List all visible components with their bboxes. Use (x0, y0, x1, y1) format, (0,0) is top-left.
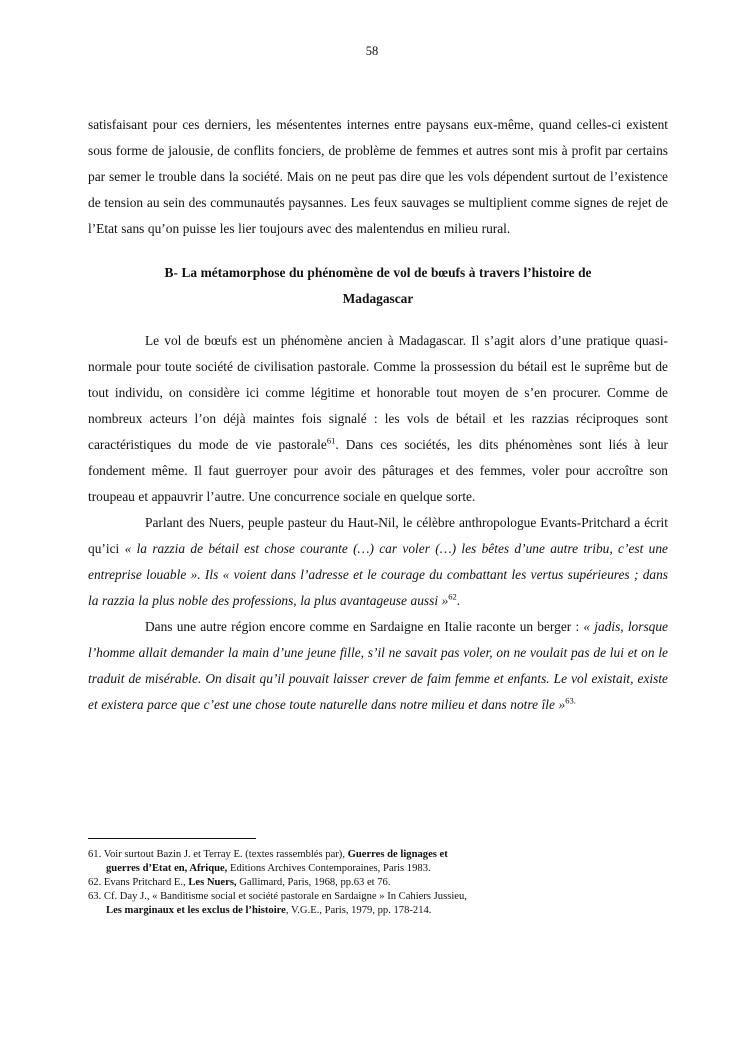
footnote-ref-62[interactable]: 62 (448, 591, 457, 602)
footnote-text: 62. Evans Pritchard E., (88, 877, 189, 888)
intro-paragraph: satisfaisant pour ces derniers, les mésententes internes entre paysans eux-même, quand celles-ci existent sous forme de jalousie, de conflits fonciers, de problème de femmes et autres sont mis à profit par certains par semer le trouble dans la société. Mais on ne peut pas dire que les vols dépendent surtout de l’existence de tension au sein des communautés paysannes. Les feux sauvages se multiplient comme signes de rejet de l’Etat sans qu’on puisse les lier toujours avec des malentendus en milieu rural. (88, 117, 668, 236)
footnote-title: Les Nuers, (188, 877, 237, 888)
footnote-62 (88, 876, 688, 890)
footnote-title: Les marginaux et les exclus de l’histoire (106, 905, 286, 916)
footnote-ref-61[interactable]: 61 (326, 435, 336, 446)
footnote-text: Editions Archives Contemporaines, Paris 1983. (227, 863, 431, 874)
paragraph-text: Parlant des Nuers, peuple pasteur du Haut-Nil, le célèbre anthropologue Evants-Pritchard a écrit qu’ici (88, 515, 668, 556)
quote-nuers: « la razzia de bétail est chose courante (…) car voler (…) les bêtes d’une autre tribu, c’est une entreprise louable ». Ils « voient dans l’adresse et le courage du combattant les vertus supérieures ; dans la razzia la plus noble des professions, la plus avantageuse aussi » (88, 541, 668, 608)
footnote-text: 63. Cf. Day J., « Banditisme social et société pastorale en Sardaigne » In Cahiers Jussieu, (88, 891, 467, 902)
page-number: 58 (365, 44, 379, 58)
main-text (88, 112, 668, 718)
paragraph-nuers (88, 510, 668, 614)
footnote-title: guerres d’Etat en, Afrique, (106, 863, 228, 874)
footnote-61 (88, 848, 688, 876)
footnotes (88, 848, 688, 918)
footnote-continuation (88, 862, 688, 876)
paragraph-text: Dans une autre région encore comme en Sardaigne en Italie raconte un berger : (145, 619, 584, 634)
footnote-ref-63[interactable]: 63. (565, 695, 576, 706)
paragraph-ancient-theft (88, 328, 668, 510)
paragraph-text: Le vol de bœufs est un phénomène ancien à Madagascar. Il s’agit alors d’une pratique quasi-normale pour toute société de civilisation pastorale. Comme la prossession du bétail est le suprême but de tout individu, on considère ici comme légitime et honorable tout moyen de s’en procurer. Comme de nombreux acteurs l’on déjà maintes fois signalé : les vols de bétail et les razzias réciproques sont caractéristiques du mode de vie pastorale (88, 333, 668, 452)
footnote-divider (88, 838, 256, 839)
section-title-line-2: Madagascar (342, 291, 414, 306)
section-heading (88, 260, 668, 312)
footnote-text: , V.G.E., Paris, 1979, pp. 178-214. (285, 905, 432, 916)
footnote-continuation (88, 904, 688, 918)
section-title-line-1: B- La métamorphose du phénomène de vol de bœufs à travers l’histoire de (164, 265, 592, 280)
footnote-63 (88, 890, 688, 918)
footnote-title: Guerres de lignages et (347, 849, 448, 860)
paragraph-sardinia (88, 614, 668, 718)
footnote-text: Gallimard, Paris, 1968, pp.63 et 76. (236, 877, 391, 888)
paragraph-text: . Dans ces sociétés, les dits phénomènes sont liés à leur fondement même. Il faut guerroyer pour avoir des pâturages et des femmes, voler pour accroître son troupeau et appauvrir l’autre. Une concurrence sociale en quelque sorte. (88, 437, 669, 504)
footnote-text: 61. Voir surtout Bazin J. et Terray E. (textes rassemblés par), (88, 849, 348, 860)
paragraph-text: . (456, 593, 461, 608)
quote-sardinia: « jadis, lorsque l’homme allait demander la main d’une jeune fille, s’il ne savait pas voler, on ne voulait pas de lui et on le traduit de misérable. On disait qu’il pouvait laisser crever de faim femme et enfants. Le vol existait, existe et existera parce que c’est une chose toute naturelle dans notre milieu et dans notre île » (88, 619, 668, 712)
